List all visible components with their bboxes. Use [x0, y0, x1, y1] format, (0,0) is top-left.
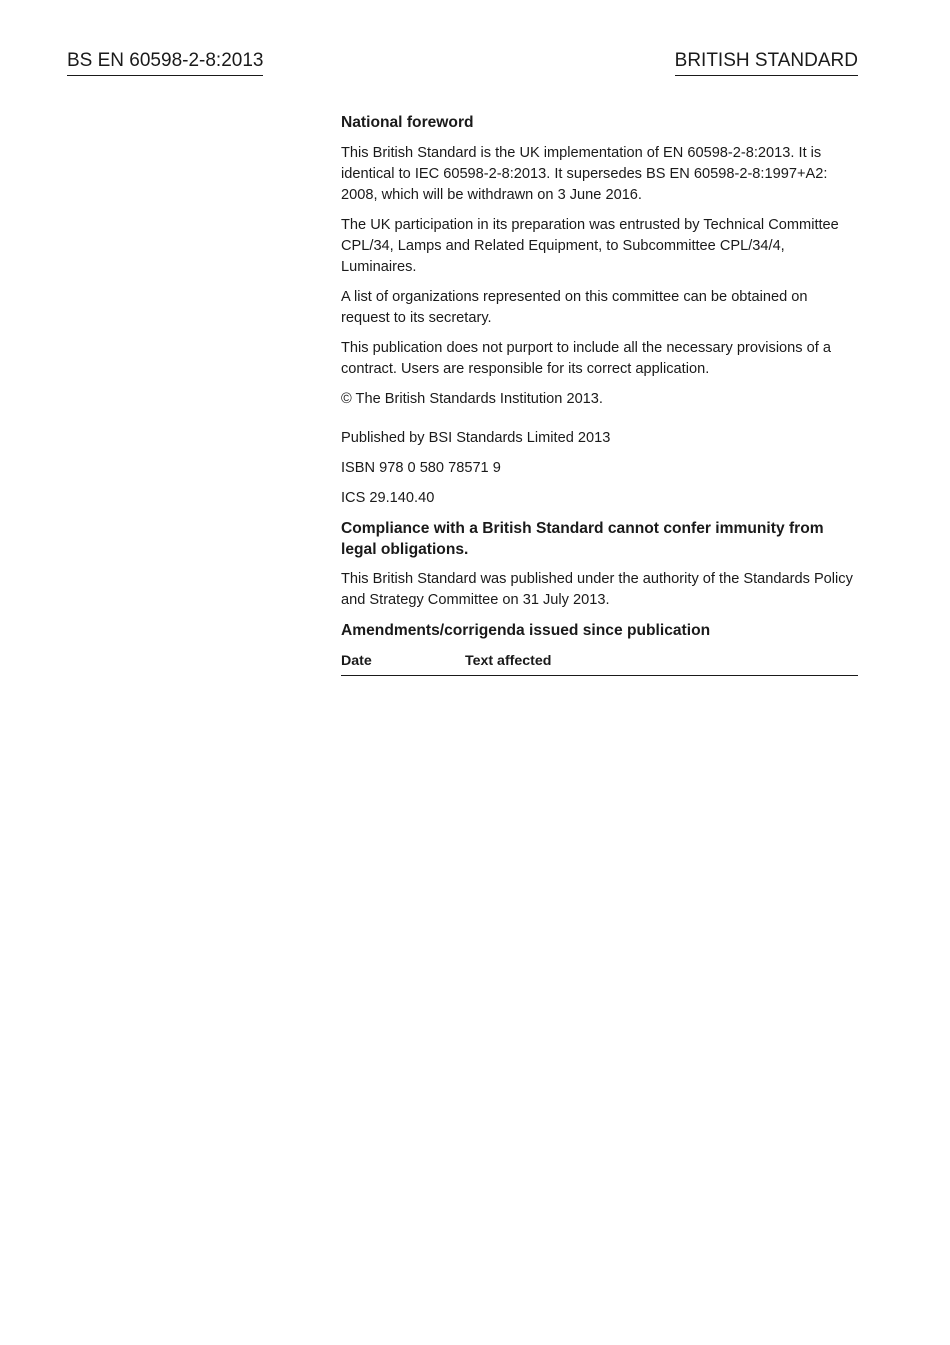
foreword-paragraph-2: The UK participation in its preparation was entrusted by Technical Committee CPL/34, Lamps and Related Equipment, to Subcommittee CPL/34/4, Luminaires.: [341, 217, 839, 275]
ics: ICS 29.140.40: [341, 490, 435, 506]
isbn: ISBN 978 0 580 78571 9: [341, 460, 501, 476]
document-type: BRITISH STANDARD: [675, 48, 858, 76]
page-header: [67, 48, 858, 78]
document-id: BS EN 60598-2-8:2013: [67, 48, 263, 76]
foreword-paragraph-1: This British Standard is the UK implementation of EN 60598-2-8:2013. It is identical to IEC 60598-2-8:2013. It supersedes BS EN 60598-2-8:1997+A2: 2008, which will be withdrawn on 3 June 2016.: [341, 145, 828, 203]
amendments-header-row: [341, 651, 858, 676]
published-by: Published by BSI Standards Limited 2013: [341, 430, 611, 446]
copyright-notice: © The British Standards Institution 2013.: [341, 391, 603, 407]
column-header-date: Date: [341, 651, 465, 676]
foreword-paragraph-4: This publication does not purport to include all the necessary provisions of a contract. Users are responsible for its correct application.: [341, 340, 831, 377]
foreword-title: National foreword: [341, 114, 474, 131]
amendments-table: [341, 651, 858, 676]
column-header-text-affected: Text affected: [465, 651, 858, 676]
amendments-title: Amendments/corrigenda issued since publication: [341, 622, 711, 639]
foreword-paragraph-3: A list of organizations represented on this committee can be obtained on request to its secretary.: [341, 289, 808, 326]
authority-statement: This British Standard was published under the authority of the Standards Policy and Strategy Committee on 31 July 2013.: [341, 571, 853, 608]
foreword-content: [341, 112, 858, 676]
compliance-statement: Compliance with a British Standard cannot confer immunity from legal obligations.: [341, 520, 824, 558]
